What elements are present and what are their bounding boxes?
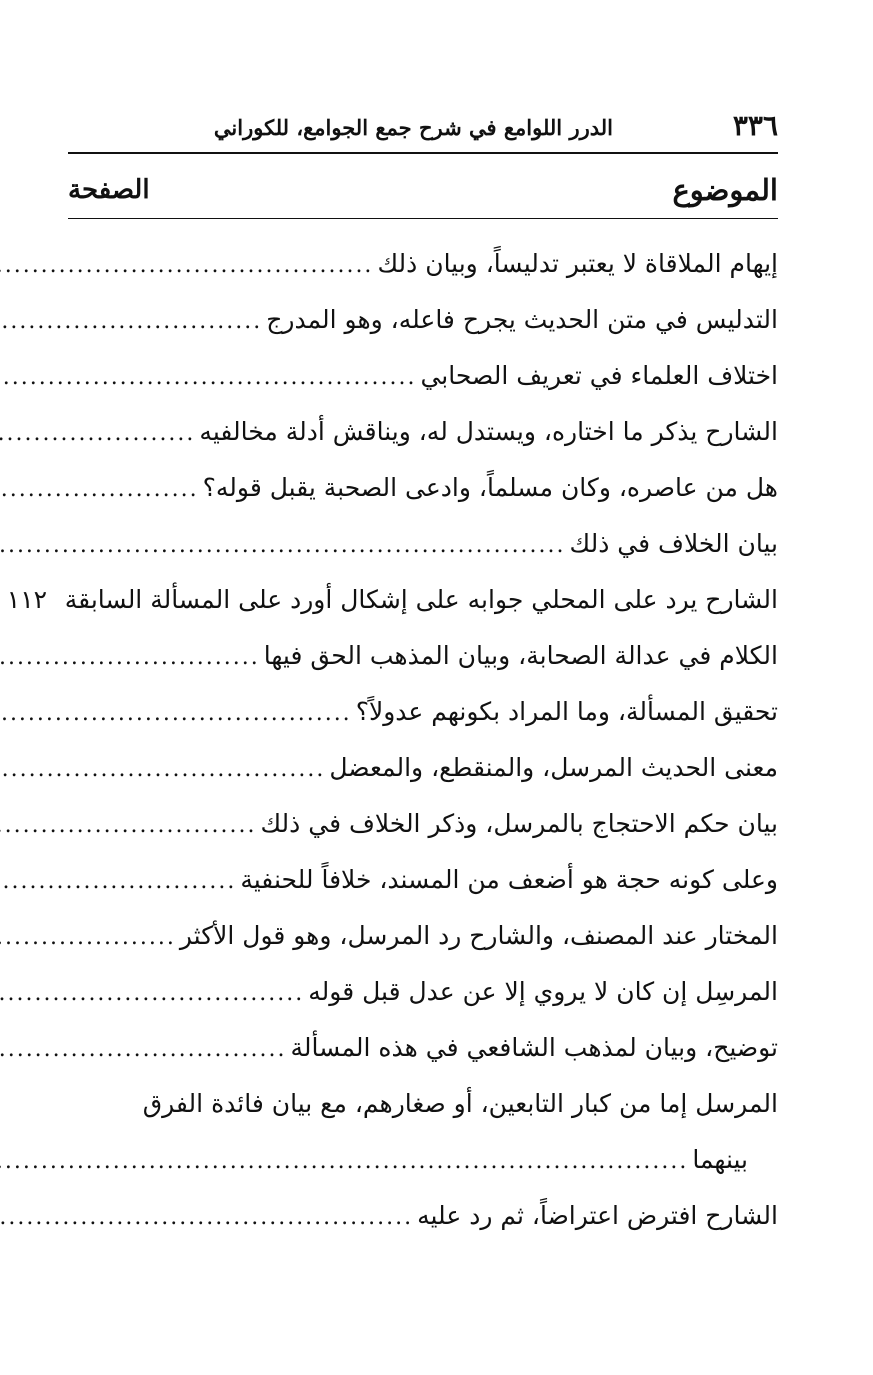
dot-leader — [0, 294, 262, 350]
toc-entry-topic: الشارح يذكر ما اختاره، ويستدل له، ويناقش أدلة مخالفيه — [199, 417, 778, 446]
column-heading-rule — [68, 218, 778, 219]
toc-entry-topic: بيان حكم الاحتجاج بالمرسل، وذكر الخلاف في ذلك — [260, 809, 778, 838]
toc-entry-topic: توضيح، وبيان لمذهب الشافعي في هذه المسألة — [290, 1033, 778, 1062]
toc-entry — [68, 908, 778, 964]
dot-leader — [0, 798, 256, 854]
toc-entry-page: ١١٢ — [6, 585, 48, 614]
toc-entry-topic: معنى الحديث المرسل، والمنقطع، والمعضل — [329, 753, 778, 782]
toc-entry-topic: هل من عاصره، وكان مسلماً، وادعى الصحبة يقبل قوله؟ — [202, 473, 778, 502]
page-number: ٣٣٦ — [732, 109, 778, 142]
toc-entry — [68, 796, 778, 852]
dot-leader — [0, 238, 373, 294]
dot-leader — [0, 910, 176, 966]
toc-entry — [68, 460, 778, 516]
dot-leader — [0, 350, 416, 406]
toc-entry — [6, 572, 778, 628]
toc-entry — [68, 628, 778, 684]
toc-entry-topic-continuation: بينهما — [692, 1145, 748, 1174]
toc-entry — [68, 852, 778, 908]
toc-entry — [68, 292, 778, 348]
topic-column-heading: الموضوع — [672, 173, 778, 207]
toc-entry — [68, 964, 778, 1020]
dot-leader — [0, 462, 199, 518]
toc-entry-topic: الشارح يرد على المحلي جوابه على إشكال أورد على المسألة السابقة — [64, 585, 778, 614]
dot-leader — [0, 1022, 287, 1078]
toc-entry-topic: إيهام الملاقاة لا يعتبر تدليساً، وبيان ذلك — [377, 249, 778, 278]
toc-entry-topic: بيان الخلاف في ذلك — [569, 529, 778, 558]
dot-leader — [0, 966, 304, 1022]
dot-leader — [0, 630, 260, 686]
column-headings — [68, 168, 778, 212]
dot-leader — [0, 406, 195, 462]
toc-entry-topic: وعلى كونه حجة هو أضعف من المسند، خلافاً للحنفية — [240, 865, 778, 894]
table-of-contents — [6, 236, 778, 1244]
toc-entry — [68, 1076, 778, 1132]
toc-entry — [68, 404, 778, 460]
dot-leader — [0, 1190, 413, 1246]
toc-entry-topic: تحقيق المسألة، وما المراد بكونهم عدولاً؟ — [355, 697, 778, 726]
toc-entry-topic: الشارح افترض اعتراضاً، ثم رد عليه — [417, 1201, 778, 1230]
dot-leader — [0, 854, 236, 910]
toc-entry-topic: اختلاف العلماء في تعريف الصحابي — [420, 361, 778, 390]
dot-leader — [0, 686, 352, 742]
toc-entry — [68, 740, 778, 796]
toc-entry — [68, 1020, 778, 1076]
toc-entry — [68, 684, 778, 740]
dot-leader — [0, 518, 566, 574]
toc-entry — [68, 236, 778, 292]
toc-entry-topic: المرسِل إن كان لا يروي إلا عن عدل قبل قوله — [308, 977, 778, 1006]
dot-leader — [0, 1134, 688, 1190]
toc-entry-topic: الكلام في عدالة الصحابة، وبيان المذهب الحق فيها — [263, 641, 778, 670]
page-header — [68, 108, 778, 148]
dot-leader — [0, 742, 325, 798]
toc-entry — [68, 1188, 778, 1244]
toc-entry — [68, 516, 778, 572]
toc-entry-topic: التدليس في متن الحديث يجرح فاعله، وهو المدرج — [266, 305, 778, 334]
header-rule — [68, 152, 778, 154]
toc-entry-topic: المختار عند المصنف، والشارح رد المرسل، وهو قول الأكثر — [179, 921, 778, 950]
toc-entry-topic: المرسل إما من كبار التابعين، أو صغارهم، مع بيان فائدة الفرق — [142, 1089, 778, 1118]
toc-entry — [68, 348, 778, 404]
page-column-heading: الصفحة — [68, 175, 150, 205]
running-title: الدرر اللوامع في شرح جمع الجوامع، للكوراني — [213, 115, 613, 140]
toc-entry-continuation — [68, 1132, 778, 1188]
